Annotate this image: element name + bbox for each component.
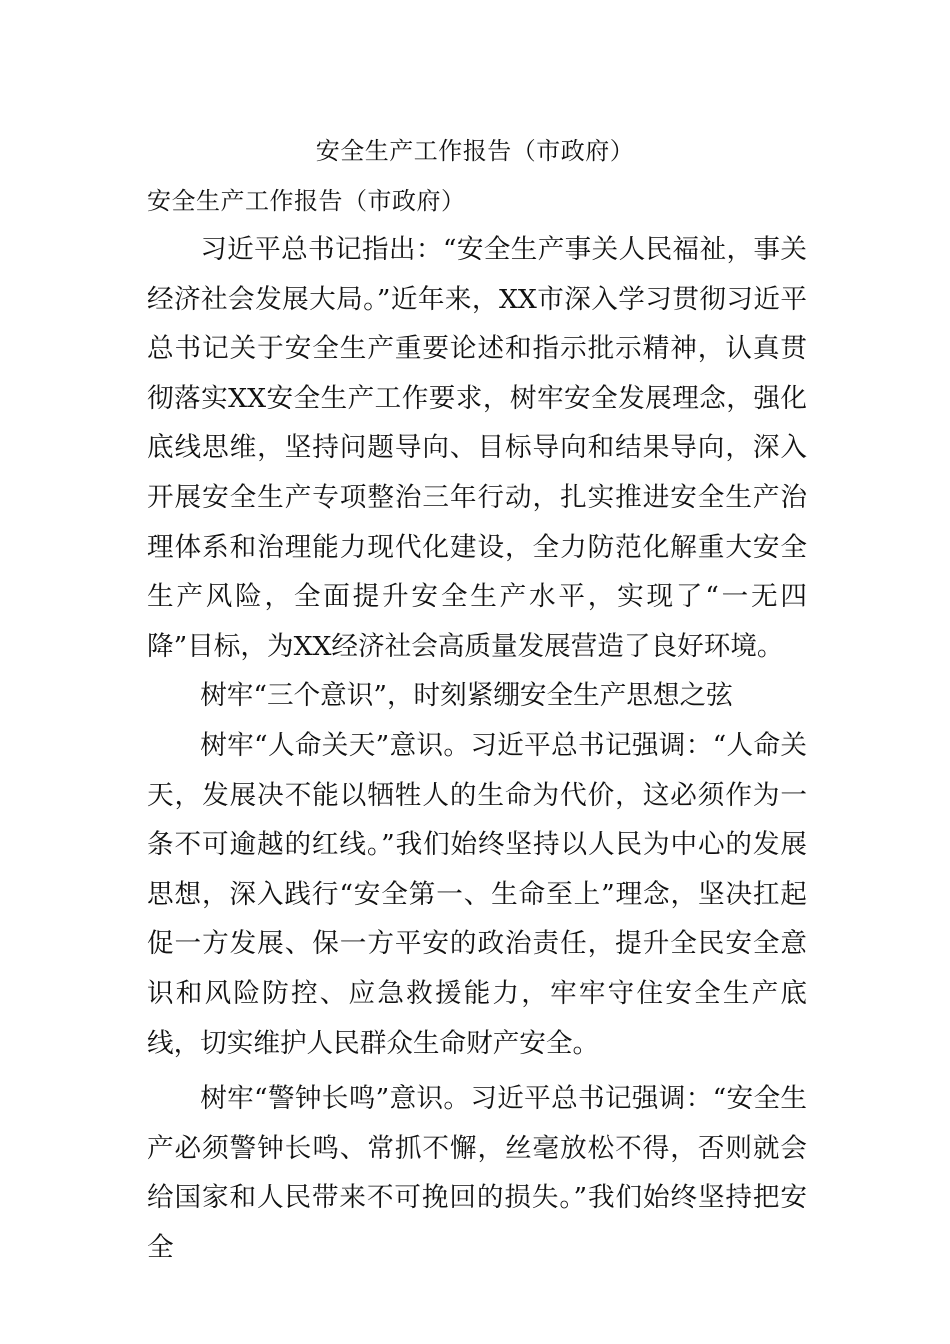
- paragraph-life-awareness: 树牢“人命关天”意识。习近平总书记强调：“人命关天，发展决不能以牺牲人的生命为代价，这必须作为一条不可逾越的红线。”我们始终坚持以人民为中心的发展思想，深入践行“安全第一、生命至上”理念，坚决扛起促一方发展、保一方平安的政治责任，提升全民安全意识和风险防控、应急救援能力，牢牢守住安全生产底线，切实维护人民群众生命财产安全。: [147, 729, 807, 1059]
- paragraph-alarm-awareness: 树牢“警钟长鸣”意识。习近平总书记强调：“安全生产必须警钟长鸣、常抓不懈，丝毫放松不得，否则就会给国家和人民带来不可挽回的损失。”我们始终坚持把安全: [147, 1083, 807, 1263]
- section-heading: 树牢“三个意识”，时刻紧绷安全生产思想之弦: [200, 680, 733, 712]
- document-subtitle: 安全生产工作报告（市政府）: [147, 187, 466, 215]
- document-title: 安全生产工作报告（市政府）: [315, 137, 635, 165]
- document-body: [147, 225, 807, 1272]
- paragraph-intro: 习近平总书记指出：“安全生产事关人民福祉，事关经济社会发展大局。”近年来，XX市深入学习贯彻习近平总书记关于安全生产重要论述和指示批示精神，认真贯彻落实XX安全生产工作要求，树牢安全发展理念，强化底线思维，坚持问题导向、目标导向和结果导向，深入开展安全生产专项整治三年行动，扎实推进安全生产治理体系和治理能力现代化建设，全力防范化解重大安全生产风险，全面提升安全生产水平，实现了“一无四降”目标，为XX经济社会高质量发展营造了良好环境。: [147, 234, 807, 662]
